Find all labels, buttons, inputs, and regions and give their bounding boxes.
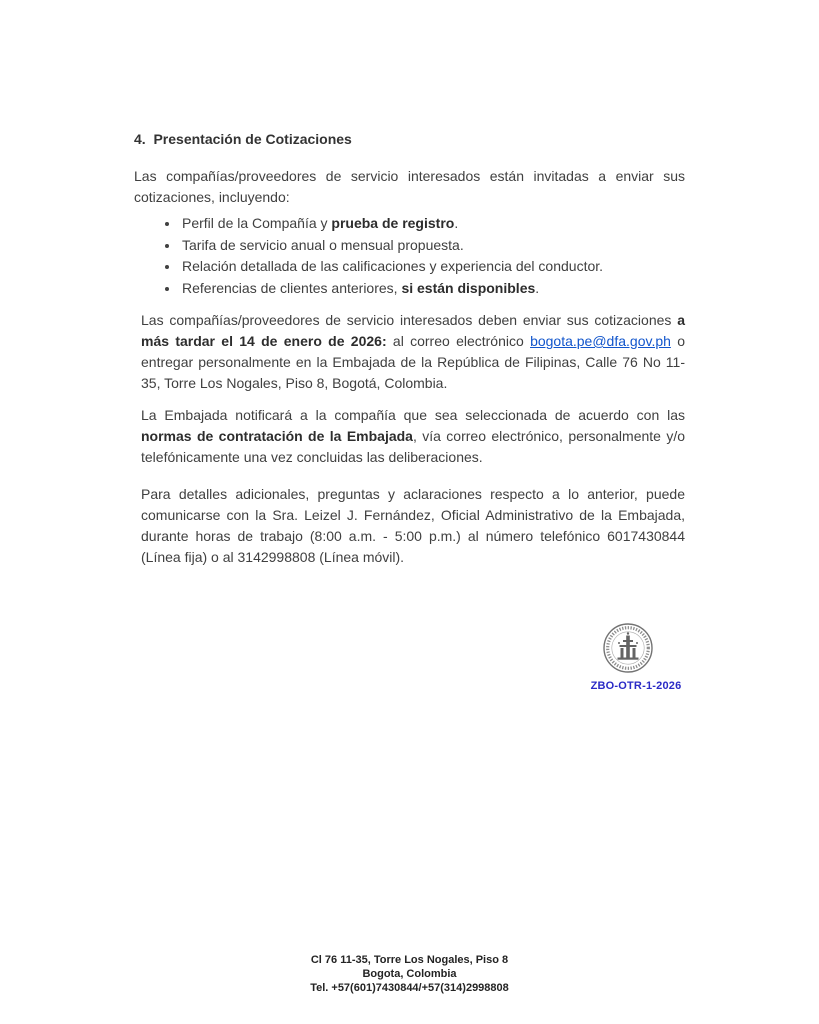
list-item [180,213,685,235]
submission-paragraph [141,310,685,394]
list-item [180,256,685,278]
bold-text-segment: si están disponibles [401,279,536,296]
text-segment: Las compañías/proveedores de servicio interesados están invitadas a enviar sus cotizaciones, incluyendo: [134,168,685,205]
email-link[interactable]: bogota.pe@dfa.gov.ph [530,333,671,349]
footer-address-line: Cl 76 11-35, Torre Los Nogales, Piso 8 [310,954,509,966]
document-body [134,132,685,568]
seal-and-reference [584,620,688,692]
reference-code: ZBO-OTR-1-2026 [590,680,682,692]
text-segment: Perfil de la Compañía y [182,215,332,231]
text-segment: al correo electrónico [386,333,531,349]
list-item [180,235,685,257]
text-segment: Relación detallada de las calificaciones y experiencia del conductor. [182,258,604,274]
text-segment: Las compañías/proveedores de servicio interesados deben enviar sus cotizaciones [141,312,678,328]
requirements-list [134,213,685,299]
bold-text-segment: a más tardar el 14 de enero de 2026: [141,312,685,349]
embassy-seal-icon [602,622,654,674]
text-segment: o entregar personalmente en la Embajada de la República de Filipinas, Calle 76 No 11-35, Torre Los Nogales, Piso 8, Bogotá, Colombia. [141,333,685,391]
notification-paragraph [141,405,685,468]
list-item [180,278,685,300]
text-segment: Para detalles adicionales, preguntas y aclaraciones respecto a lo anterior, puede comunicarse con la Sra. Leizel J. Fernández, Oficial Administrativo de la Embajada, durante horas de trabajo (8:00 a.m. - 5:00 p.m.) al número telefónico 6017430844 (Línea fija) o al 3142998808 (Línea móvil). [141,486,685,565]
contact-paragraph [141,484,685,568]
section-heading: 4. Presentación de Cotizaciones [134,131,352,147]
text-segment: . [535,279,540,296]
footer-phone-line: Tel. +57(601)7430844/+57(314)2998808 [310,982,509,994]
bold-text-segment: prueba de registro [331,215,455,231]
text-segment: La Embajada notificará a la compañía que sea seleccionada de acuerdo con las [141,407,685,423]
text-segment: . [454,215,459,231]
page-footer [0,953,819,995]
text-segment: Tarifa de servicio anual o mensual propuesta. [182,236,464,253]
text-segment: Referencias de clientes anteriores, [182,279,402,296]
text-segment: , vía correo electrónico, personalmente y/o telefónicamente una vez concluidas las deliberaciones. [141,428,685,465]
bold-text-segment: normas de contratación de la Embajada [141,428,413,444]
intro-paragraph [134,166,685,208]
footer-city-line: Bogota, Colombia [362,968,457,980]
